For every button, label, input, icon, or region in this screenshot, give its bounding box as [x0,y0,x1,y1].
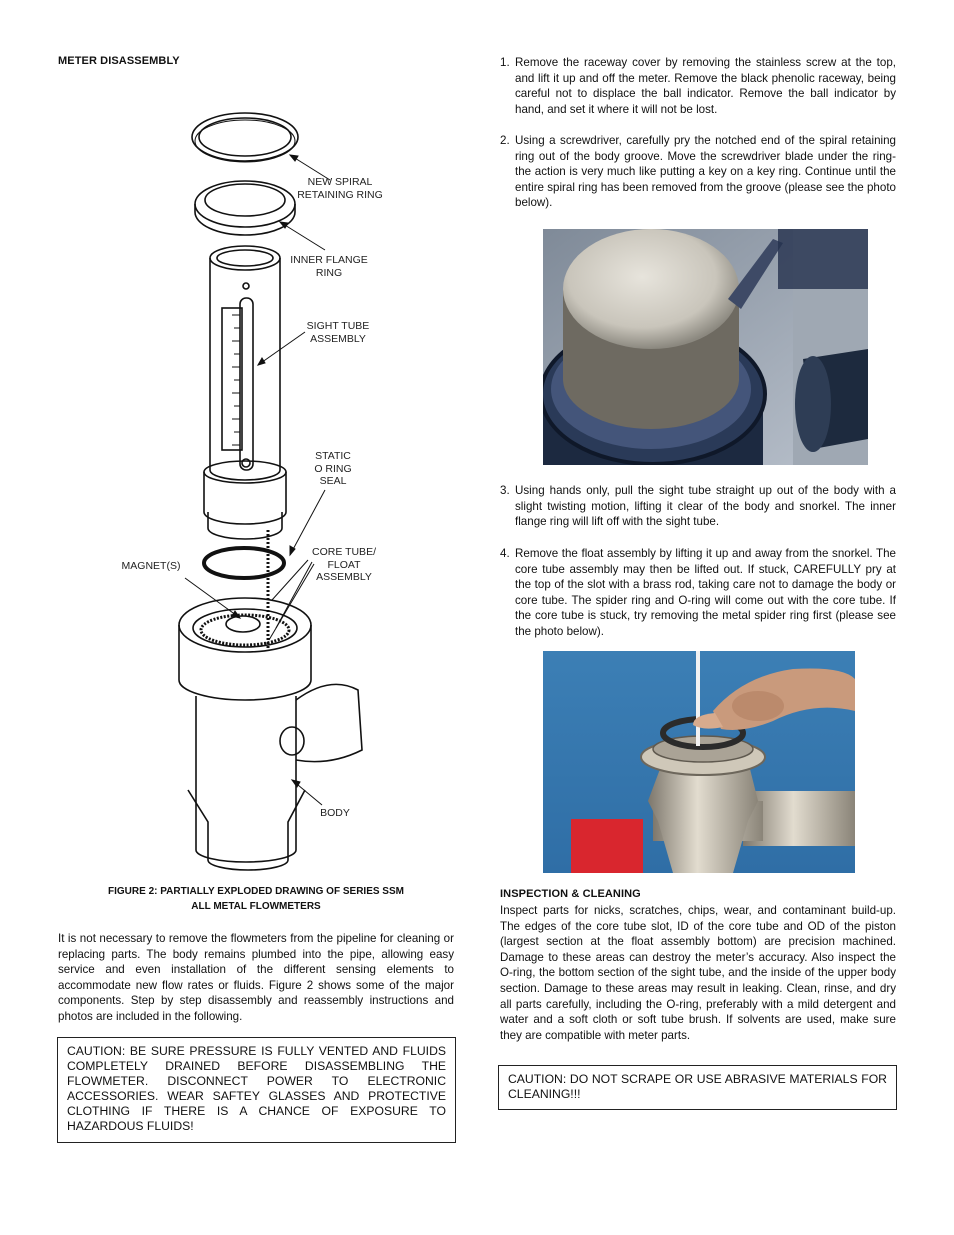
photo-spiral-ring-removal [543,229,868,465]
label-core-tube: CORE TUBE/ FLOAT ASSEMBLY [312,546,376,583]
spiral-ring-inner [199,118,291,156]
intro-paragraph: It is not necessary to remove the flowmeters from the pipeline for cleaning or replacing parts. The body remains plumbed into the pipe, allowing easy service and even installation of the different sensing elements to accommodate new flow rates or fluids. Figure 2 shows some of the major components. Step by step disassembly and reassembly instructions and photos are included in the following. [58,932,454,1023]
step-text: Remove the float assembly by lifting it up and away from the snorkel. The core tube assembly may then be lifted out. If stuck, CAREFULLY pry at the top of the slot with a brass rod, taking care not to damage the body or core tube. The spider ring and O-ring will come out with the core tube. If the core tube is stuck, try removing the metal spider ring first (please see the photo below). [515,547,896,638]
caution-box-safety: CAUTION: BE SURE PRESSURE IS FULLY VENTED AND FLUIDS COMPLETELY DRAINED BEFORE DISASSEMBLING THE FLOWMETER. DISCONNECT POWER TO ELECTRONIC ACCESSORIES. WEAR SAFTEY GLASSES AND PROTECTIVE CLOTHING IF THERE IS A CHANCE OF EXPOSURE TO HAZARDOUS FLUIDS! [57,1037,456,1143]
figure-caption [58,884,454,914]
inspection-paragraph: Inspect parts for nicks, scratches, chips, wear, and contaminant build-up. The edges of the core tube slot, ID of the core tube and OD of the piston (largest section at the float assembly bottom) are precision machined. Damage to these areas can destroy the meter’s accuracy. Also inspect the O-ring, the bottom section of the sight tube, and the inside of the upper body section. Damage to these areas may result in leaking. Clean, rinse, and dry all parts carefully, including the O-ring, preferably with a mild detergent and water and a soft cloth or soft tube brush. If solvents are used, make sure they are compatible with meter parts. [500,904,896,1042]
step-text: Using a screwdriver, carefully pry the notched end of the spiral retaining ring out of the body groove. Move the screwdriver blade under the ring- the action is very much like putting a key on a key ring. Continue until the entire spiral ring has been removed from the groove (please see the photo below). [515,134,896,210]
label-body: BODY [320,807,350,819]
step-3 [500,483,896,530]
step-2 [500,133,896,211]
label-sight-tube: SIGHT TUBE ASSEMBLY [306,320,370,345]
step-text: Using hands only, pull the sight tube straight up out of the body with a slight twisting motion, lifting it clear of the body and snorkel. The inner flange ring will lift off with the sight tube. [515,484,896,529]
section-heading-inspection: INSPECTION & CLEANING [500,888,641,900]
step-text: Remove the raceway cover by removing the stainless screw at the top, and lift it up and off the meter. Remove the black phenolic raceway, being careful not to displace the ball indicator. Remove the ball indicator by hand, and set it where it will not be lost. [515,56,896,116]
step-number: 1. [500,56,510,69]
exploded-drawing-figure [100,100,400,880]
label-static-seal: STATIC O RING SEAL [314,450,352,487]
label-spiral-ring: NEW SPIRAL RETAINING RING [297,176,383,201]
step-4 [500,546,896,640]
section-heading-disassembly: METER DISASSEMBLY [58,55,180,67]
caption-line-1: FIGURE 2: PARTIALLY EXPLODED DRAWING OF SERIES SSM [108,886,404,897]
label-magnets: MAGNET(S) [121,560,181,572]
step-number: 4. [500,547,510,560]
step-number: 2. [500,134,510,147]
label-flange-ring: INNER FLANGE RING [290,254,368,279]
step-1 [500,55,896,117]
caution-box-cleaning: CAUTION: DO NOT SCRAPE OR USE ABRASIVE MATERIALS FOR CLEANING!!! [498,1065,897,1110]
photo-spider-ring-removal [543,651,855,873]
caption-line-2: ALL METAL FLOWMETERS [191,901,321,912]
step-number: 3. [500,484,510,497]
